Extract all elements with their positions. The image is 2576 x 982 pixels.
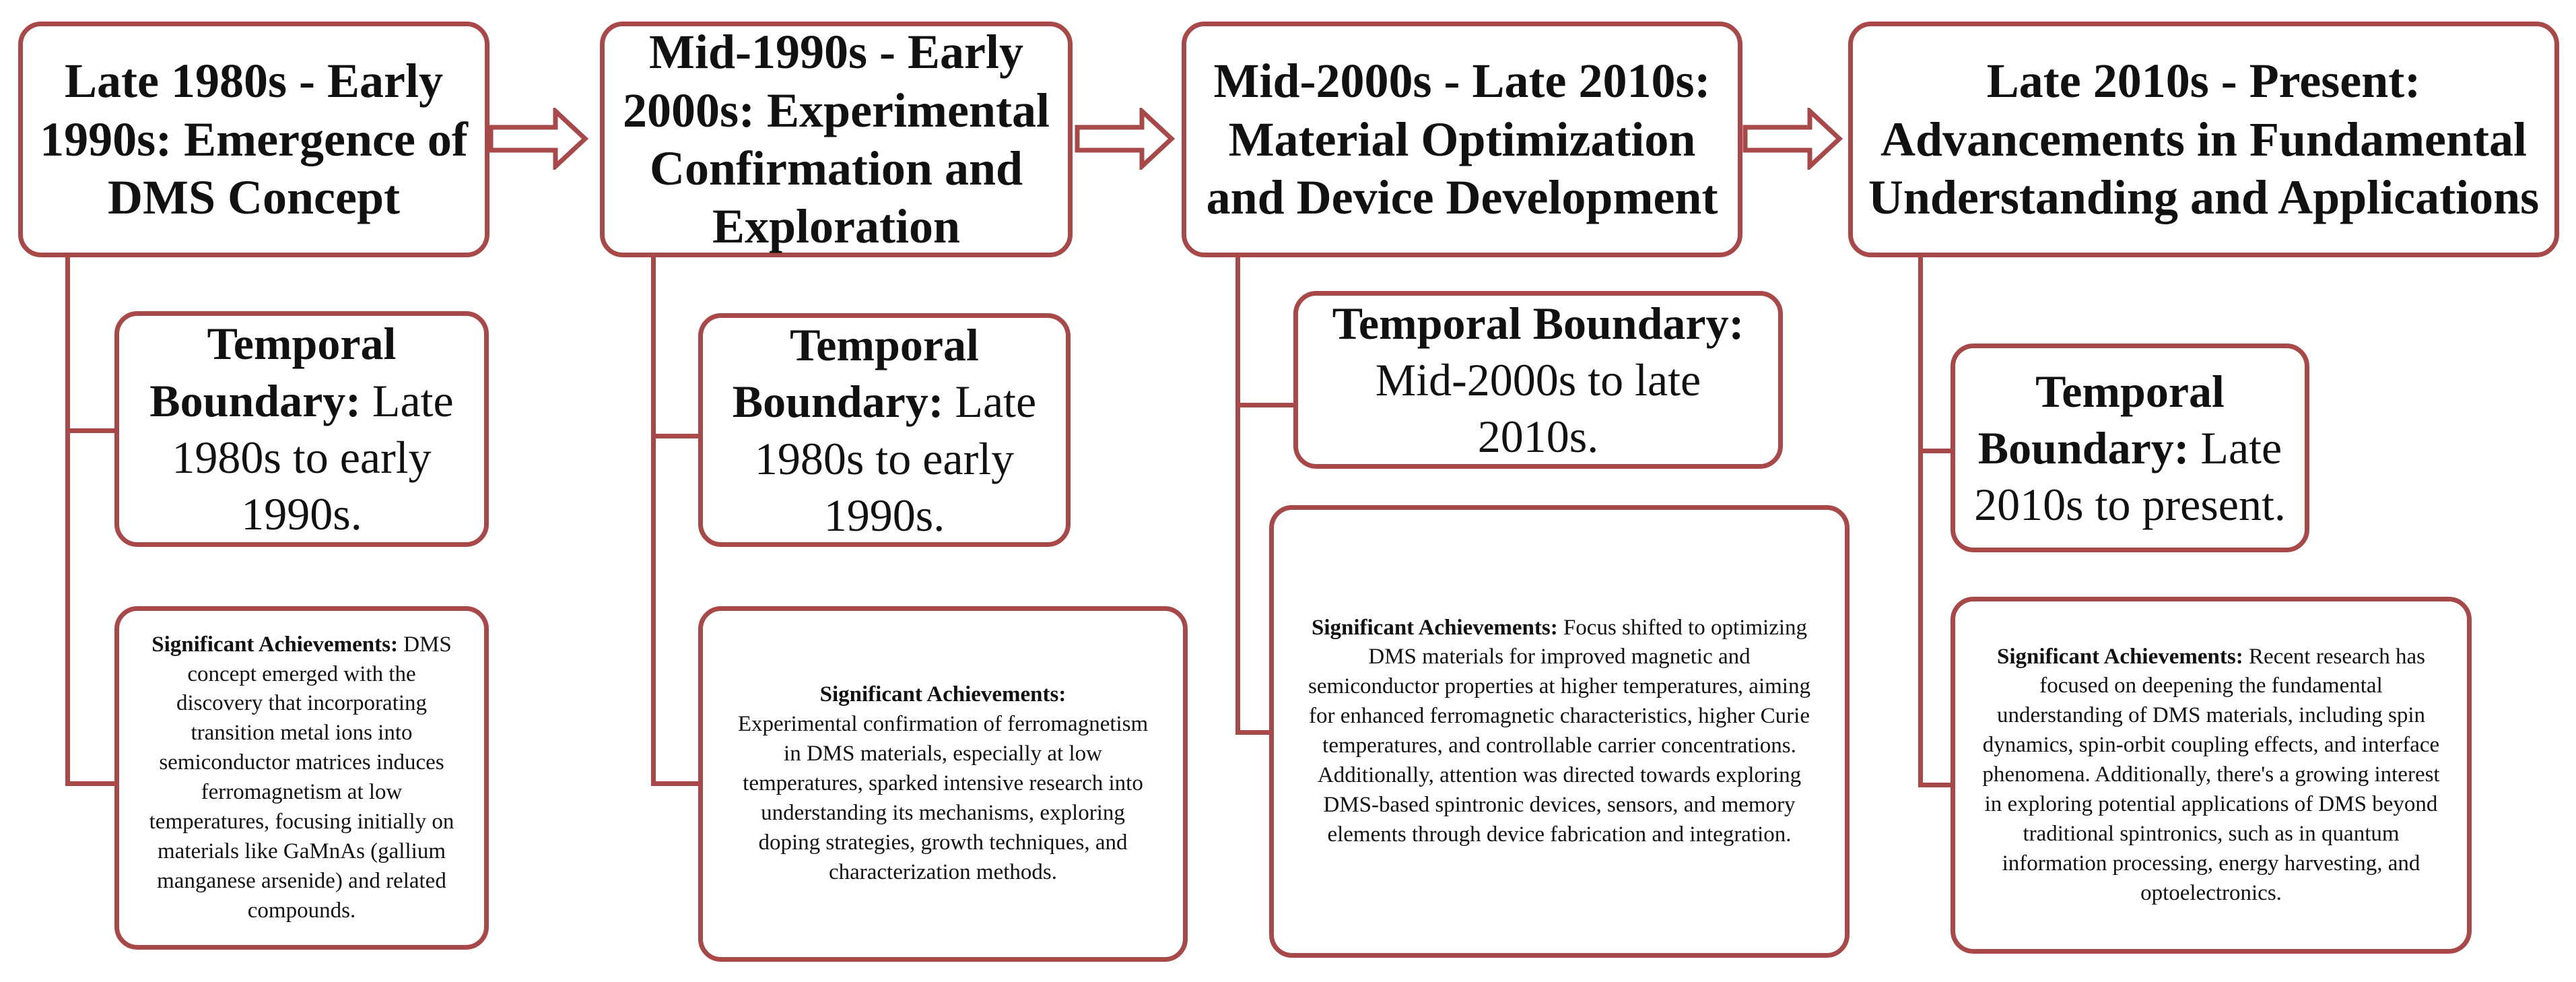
phase-1-title: Late 1980s - Early 1990s: Emergence of DMS Concept	[40, 54, 468, 225]
phase-1-achievements-body: DMS concept emerged with the discovery that incorporating transition metal ions into semiconductor matrices induces ferromagnetism at low temperatures, focusing initially on materials like GaMnAs (gallium manganese arsenide) and related compounds.	[149, 632, 454, 923]
phase-1-branch-achievements	[65, 781, 114, 786]
phase-4-achievements-text	[1982, 643, 2440, 909]
phase-2-achievements-label: Significant Achievements:	[819, 682, 1066, 707]
phase-4-title-box	[1848, 22, 2559, 257]
phase-2-temporal-box	[698, 313, 1071, 547]
phase-4-achievements-box	[1951, 597, 2472, 954]
phase-4-temporal-label: Temporal Boundary:	[1977, 365, 2225, 473]
phase-3-branch-temporal	[1235, 403, 1293, 407]
phase-1-achievements-box	[114, 606, 489, 950]
phase-2-temporal-value: Late 1980s to early 1990s.	[754, 376, 1037, 541]
phase-1-temporal-value: Late 1980s to early 1990s.	[172, 374, 454, 540]
phase-1-title-box	[18, 22, 489, 257]
phase-3-achievements-label: Significant Achievements:	[1311, 615, 1558, 640]
phase-2-temporal-label: Temporal Boundary:	[732, 319, 979, 428]
phase-4-achievements-body: Recent research has focused on deepening the fundamental understanding of DMS materials, including spin dynamics, spin-orbit coupling effects, and interface phenomena. Additionally, there's a growing interest in exploring potential applications of DMS beyond traditional spintronics, such as in quantum information processing, energy harvesting, and optoelectronics.	[1982, 644, 2440, 905]
phase-3-temporal-label: Temporal Boundary:	[1332, 297, 1744, 349]
phase-3-achievements-text	[1301, 614, 1818, 850]
phase-4-achievements-label: Significant Achievements:	[1996, 644, 2243, 669]
phase-1-temporal-text	[133, 315, 471, 542]
arrow-right-icon	[488, 108, 589, 170]
phase-2-achievements-text	[730, 680, 1156, 887]
arrow-right-icon	[1742, 108, 1843, 170]
phase-2-title-box	[600, 22, 1073, 257]
phase-4-branch-achievements	[1918, 783, 1951, 787]
phase-3-branch-achievements	[1235, 730, 1269, 735]
phase-4-trunk-line	[1918, 257, 1923, 785]
phase-1-temporal-label: Temporal Boundary:	[149, 318, 397, 426]
phase-3-achievements-body: Focus shifted to optimizing DMS materials for improved magnetic and semiconductor properties at higher temperatures, aiming for enhanced ferromagnetic characteristics, higher Curie temperatures, and controllable carrier concentrations. Additionally, attention was directed towards exploring DMS-based spintronic devices, sensors, and memory elements through device fabrication and integration.	[1308, 615, 1810, 847]
phase-1-trunk-line	[65, 257, 70, 784]
phase-2-branch-achievements	[651, 781, 698, 786]
phase-1-achievements-text	[146, 630, 457, 926]
phase-4-temporal-text	[1969, 363, 2291, 533]
phase-4-temporal-box	[1951, 343, 2309, 552]
phase-4-title: Late 2010s - Present: Advancements in Fundamental Understanding and Applications	[1868, 54, 2540, 225]
phase-3-achievements-box	[1269, 505, 1850, 958]
phase-4-temporal-value: Late 2010s to present.	[1974, 422, 2286, 531]
phase-2-achievements-box	[698, 606, 1188, 962]
phase-4-branch-temporal	[1918, 449, 1951, 453]
phase-1-branch-temporal	[65, 428, 114, 433]
phase-1-achievements-label: Significant Achievements:	[151, 632, 398, 657]
phase-2-branch-temporal	[651, 434, 698, 438]
phase-3-temporal-text	[1312, 295, 1765, 465]
phase-3-temporal-value: Mid-2000s to late 2010s.	[1375, 354, 1701, 463]
phase-3-title-box	[1182, 22, 1742, 257]
phase-3-title: Mid-2000s - Late 2010s: Material Optimization and Device Development	[1206, 54, 1718, 225]
phase-2-temporal-text	[716, 317, 1052, 544]
phase-2-achievements-body: Experimental confirmation of ferromagnetism in DMS materials, especially at low temperatures, sparked intensive research into understanding its mechanisms, exploring doping strategies, growth techniques, and characterization methods.	[737, 712, 1149, 884]
phase-2-trunk-line	[651, 257, 656, 784]
phase-3-trunk-line	[1235, 257, 1240, 733]
phase-2-title: Mid-1990s - Early 2000s: Experimental Confirmation and Exploration	[623, 25, 1050, 254]
arrow-right-icon	[1075, 108, 1176, 170]
phase-1-temporal-box	[114, 311, 489, 547]
phase-3-temporal-box	[1293, 291, 1783, 469]
